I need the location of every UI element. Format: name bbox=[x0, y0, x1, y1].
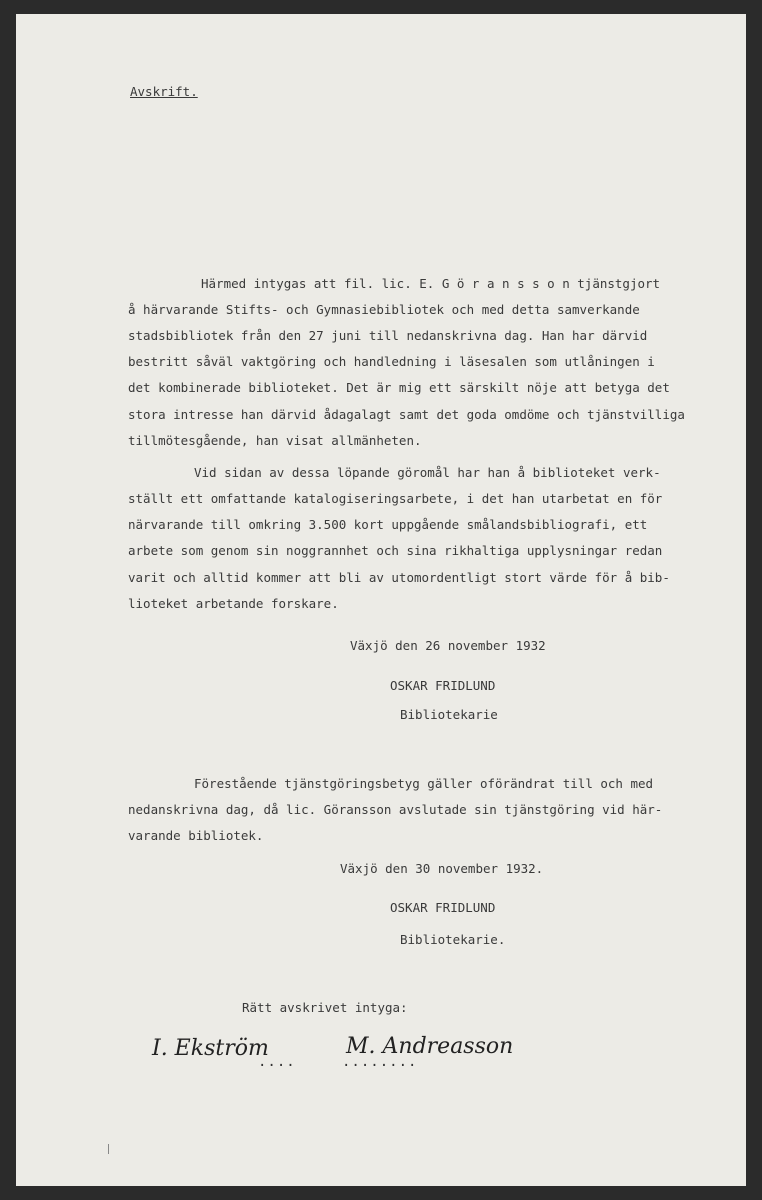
paragraph-3-line-1: Förestående tjänstgöringsbetyg gäller oförändrat till och med bbox=[194, 776, 654, 791]
signatory-role-2: Bibliotekarie. bbox=[400, 932, 506, 947]
signatory-name-2: OSKAR FRIDLUND bbox=[390, 900, 496, 915]
paragraph-2-line-2: ställt ett omfattande katalogiseringsarbete, i det han utarbetat en för bbox=[128, 491, 663, 506]
paragraph-1-line-3: stadsbibliotek från den 27 juni till nedanskrivna dag. Han har därvid bbox=[128, 328, 648, 343]
document-title: Avskrift. bbox=[130, 84, 198, 99]
signature-dots-1: .... bbox=[258, 1054, 296, 1070]
paragraph-3-line-3: varande bibliotek. bbox=[128, 828, 264, 843]
paragraph-1-line-1: Härmed intygas att fil. lic. E. G ö r a n s s o n tjänstgjort bbox=[201, 276, 661, 291]
signature-ekstrom: I. Ekström bbox=[152, 1036, 269, 1061]
paragraph-2-line-5: varit och alltid kommer att bli av utomordentligt stort värde för å bib- bbox=[128, 570, 670, 585]
date-1: Växjö den 26 november 1932 bbox=[350, 638, 546, 653]
paragraph-1-line-7: tillmötesgående, han visat allmänheten. bbox=[128, 433, 422, 448]
paragraph-2-line-3: närvarande till omkring 3.500 kort uppgående smålandsbibliografi, ett bbox=[128, 517, 648, 532]
margin-mark bbox=[108, 1144, 109, 1154]
date-2: Växjö den 30 november 1932. bbox=[340, 861, 544, 876]
paragraph-2-line-6: lioteket arbetande forskare. bbox=[128, 596, 339, 611]
paragraph-1-line-5: det kombinerade biblioteket. Det är mig ett särskilt nöje att betyga det bbox=[128, 380, 670, 395]
document-page bbox=[16, 14, 746, 1186]
paragraph-1-line-2: å härvarande Stifts- och Gymnasiebibliotek och med detta samverkande bbox=[128, 302, 640, 317]
signature-andreasson: M. Andreasson bbox=[346, 1034, 514, 1059]
signatory-name-1: OSKAR FRIDLUND bbox=[390, 678, 496, 693]
signature-dots-2: ........ bbox=[342, 1054, 418, 1070]
paragraph-1-line-4: bestritt såväl vaktgöring och handledning i läsesalen som utlåningen i bbox=[128, 354, 655, 369]
paragraph-2-line-4: arbete som genom sin noggrannhet och sina rikhaltiga upplysningar redan bbox=[128, 543, 663, 558]
attestation-text: Rätt avskrivet intyga: bbox=[242, 1000, 408, 1015]
signatory-role-1: Bibliotekarie bbox=[400, 707, 498, 722]
paragraph-3-line-2: nedanskrivna dag, då lic. Göransson avslutade sin tjänstgöring vid här- bbox=[128, 802, 663, 817]
paragraph-2-line-1: Vid sidan av dessa löpande göromål har han å biblioteket verk- bbox=[194, 465, 661, 480]
paragraph-1-line-6: stora intresse han därvid ådagalagt samt det goda omdöme och tjänstvilliga bbox=[128, 407, 685, 422]
